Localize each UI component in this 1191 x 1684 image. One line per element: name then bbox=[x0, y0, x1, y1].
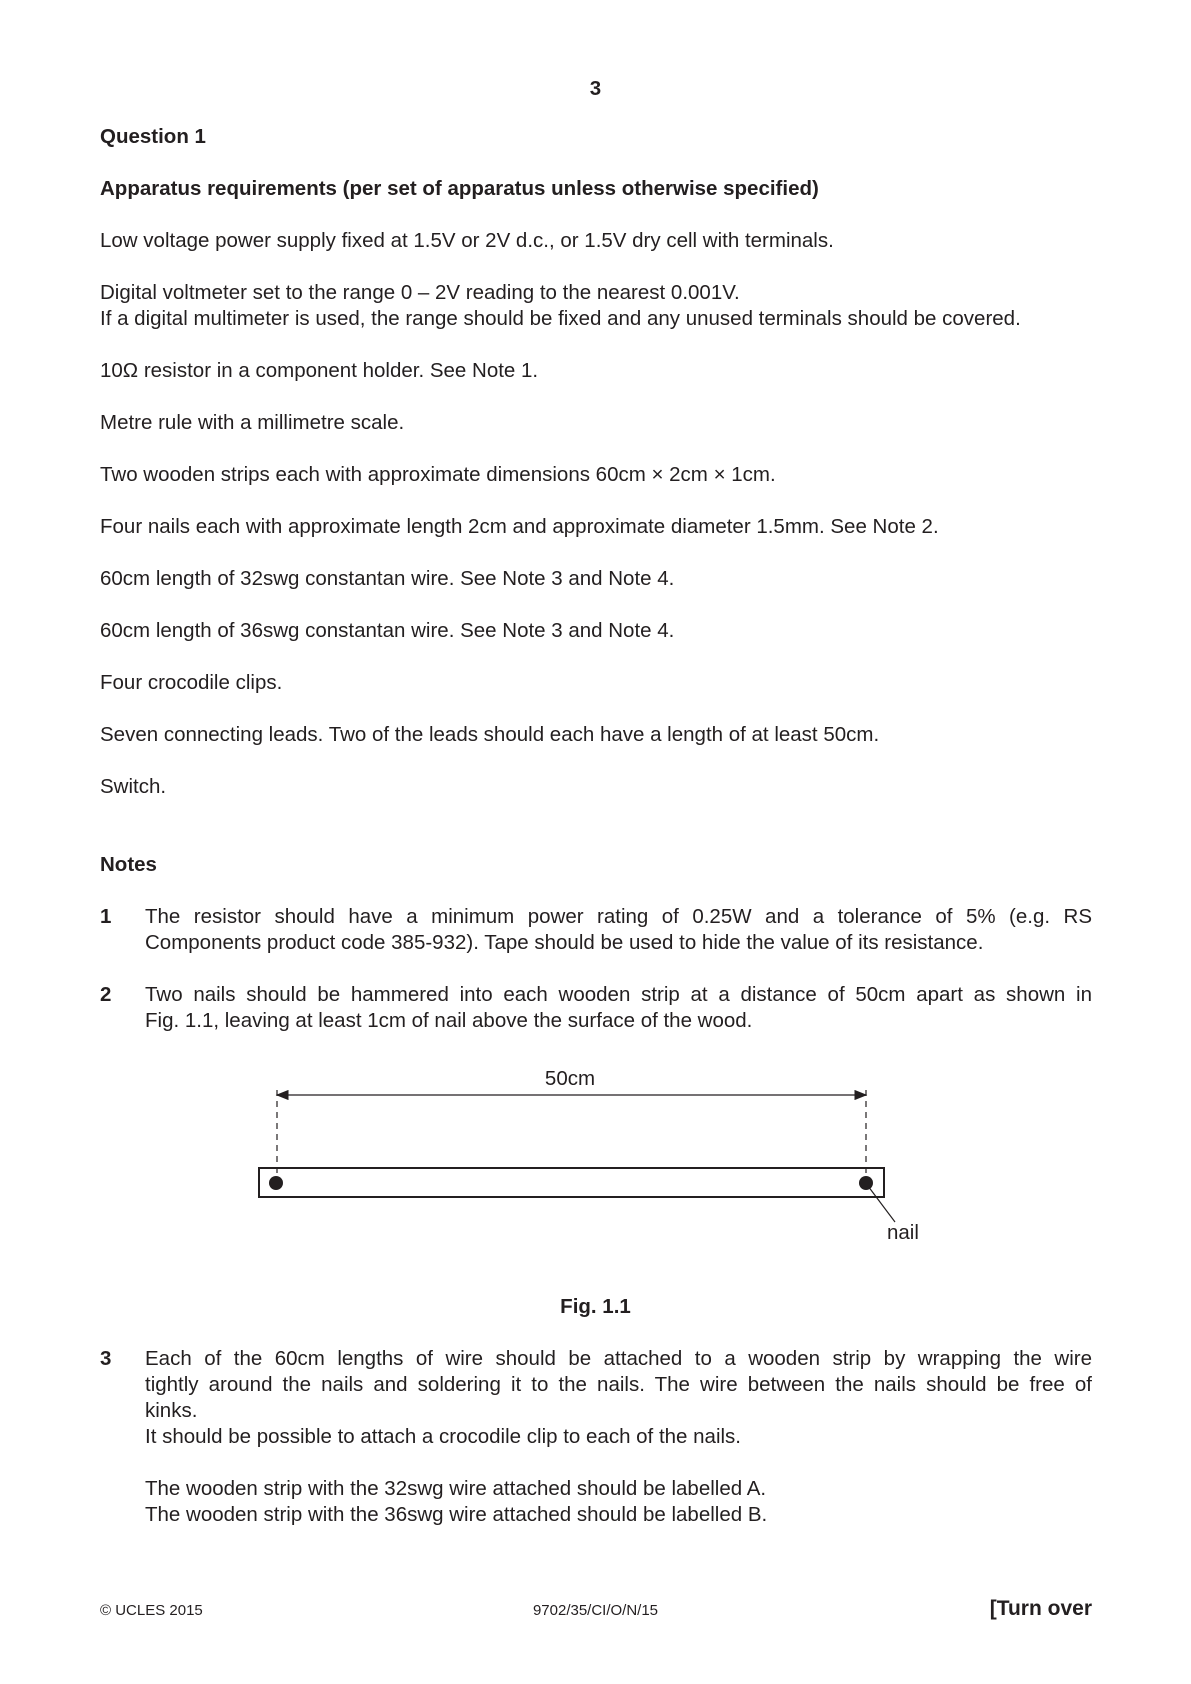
note-3-line6: The wooden strip with the 36swg wire attached should be labelled B. bbox=[145, 1503, 768, 1526]
apparatus-wire-36: 60cm length of 36swg constantan wire. See Note 3 and Note 4. bbox=[100, 619, 675, 642]
apparatus-heading: Apparatus requirements (per set of apparatus unless otherwise specified) bbox=[100, 177, 819, 200]
note-number: 1 bbox=[100, 905, 112, 928]
note-number: 2 bbox=[100, 983, 112, 1006]
right-nail bbox=[859, 1176, 873, 1190]
apparatus-resistor: 10Ω resistor in a component holder. See Note 1. bbox=[100, 359, 539, 382]
note-3-line3: kinks. bbox=[145, 1399, 198, 1422]
apparatus-wire-32: 60cm length of 32swg constantan wire. See Note 3 and Note 4. bbox=[100, 567, 675, 590]
footer-copyright: © UCLES 2015 bbox=[100, 1602, 203, 1619]
apparatus-metre-rule: Metre rule with a millimetre scale. bbox=[100, 411, 405, 434]
apparatus-voltmeter-line1: Digital voltmeter set to the range 0 – 2V reading to the nearest 0.001V. bbox=[100, 281, 740, 304]
left-nail bbox=[269, 1176, 283, 1190]
notes-heading: Notes bbox=[100, 853, 157, 876]
nail-pointer-line bbox=[868, 1186, 895, 1222]
apparatus-leads: Seven connecting leads. Two of the leads should each have a length of at least 50cm. bbox=[100, 723, 880, 746]
note-1-line1: The resistor should have a minimum power rating of 0.25W and a tolerance of 5% (e.g. RS bbox=[145, 905, 1092, 928]
wooden-strip bbox=[259, 1168, 884, 1197]
figure-caption: Fig. 1.1 bbox=[560, 1295, 631, 1318]
note-3-line2: tightly around the nails and soldering it to the nails. The wire between the nails should be free of bbox=[145, 1373, 1092, 1396]
turn-over: [Turn over bbox=[989, 1597, 1092, 1620]
apparatus-voltmeter-line2: If a digital multimeter is used, the range should be fixed and any unused terminals should be covered. bbox=[100, 307, 1021, 330]
apparatus-switch: Switch. bbox=[100, 775, 167, 798]
apparatus-wooden-strips: Two wooden strips each with approximate dimensions 60cm × 2cm × 1cm. bbox=[100, 463, 776, 486]
apparatus-power-supply: Low voltage power supply fixed at 1.5V or 2V d.c., or 1.5V dry cell with terminals. bbox=[100, 229, 834, 252]
page-number: 3 bbox=[589, 77, 602, 100]
note-3-line5: The wooden strip with the 32swg wire attached should be labelled A. bbox=[145, 1477, 767, 1500]
note-2-line1: Two nails should be hammered into each wooden strip at a distance of 50cm apart as shown in bbox=[145, 983, 1092, 1006]
note-1-line2: Components product code 385-932). Tape should be used to hide the value of its resistance. bbox=[145, 931, 984, 954]
note-2-line2: Fig. 1.1, leaving at least 1cm of nail above the surface of the wood. bbox=[145, 1009, 753, 1032]
footer-code: 9702/35/CI/O/N/15 bbox=[532, 1602, 659, 1619]
nail-label: nail bbox=[887, 1221, 919, 1244]
note-3-line1: Each of the 60cm lengths of wire should be attached to a wooden strip by wrapping the wire bbox=[145, 1347, 1092, 1370]
apparatus-clips: Four crocodile clips. bbox=[100, 671, 283, 694]
note-3-line4: It should be possible to attach a crocodile clip to each of the nails. bbox=[145, 1425, 742, 1448]
question-heading: Question 1 bbox=[100, 125, 206, 148]
apparatus-nails: Four nails each with approximate length 2cm and approximate diameter 1.5mm. See Note 2. bbox=[100, 515, 939, 538]
note-number: 3 bbox=[100, 1347, 112, 1370]
dimension-label: 50cm bbox=[544, 1067, 596, 1090]
